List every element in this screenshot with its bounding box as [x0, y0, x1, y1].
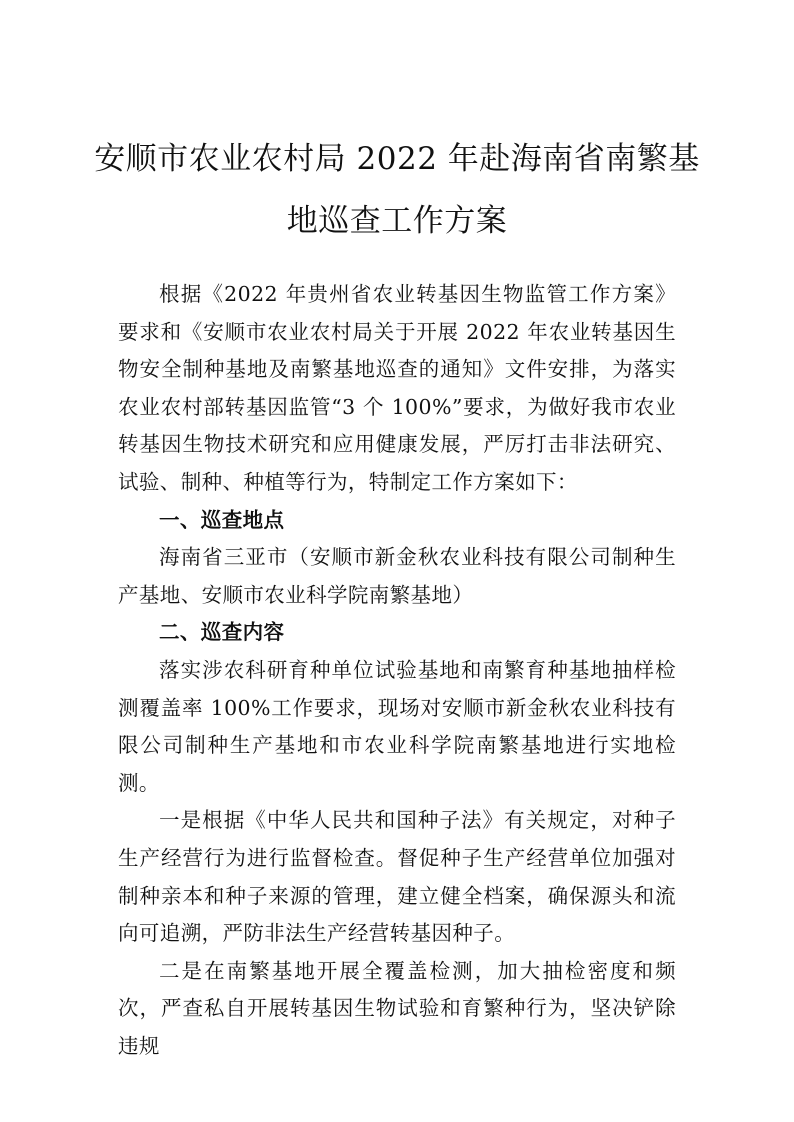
section-heading-content: 二、巡查内容 — [159, 620, 285, 645]
content-paragraph: 落实涉农科研育种单位试验基地和南繁育种基地抽样检测覆盖率 100%工作要求，现场对安顺市新金秋农业科技有限公司制种生产基地和市农业科学院南繁基地进行实地检测。 — [118, 657, 676, 795]
title-line-2: 地巡查工作方案 — [286, 203, 508, 239]
document-body — [118, 276, 676, 1065]
location-paragraph: 海南省三亚市（安顺市新金秋农业科技有限公司制种生产基地、安顺市农业科学院南繁基地） — [118, 545, 676, 607]
intro-paragraph: 根据《2022 年贵州省农业转基因生物监管工作方案》要求和《安顺市农业农村局关于开展 2022 年农业转基因生物安全制种基地及南繁基地巡查的通知》文件安排，为落实农业农村部转基因监管“3 个 100%”要求，为做好我市农业转基因生物技术研究和应用健康发展，严厉打击非法研究、试验、制种、种植等行为，特制定工作方案如下： — [118, 282, 676, 494]
point-two-paragraph: 二是在南繁基地开展全覆盖检测，加大抽检密度和频次，严查私自开展转基因生物试验和育繁种行为，坚决铲除违规 — [118, 958, 676, 1058]
title-line-1: 安顺市农业农村局 2022 年赴海南省南繁基 — [94, 141, 700, 177]
document-title — [80, 128, 714, 252]
point-one-paragraph: 一是根据《中华人民共和国种子法》有关规定，对种子生产经营行为进行监督检查。督促种子生产经营单位加强对制种亲本和种子来源的管理，建立健全档案，确保源头和流向可追溯，严防非法生产经营转基因种子。 — [118, 808, 676, 946]
section-heading-location: 一、巡查地点 — [159, 507, 285, 532]
